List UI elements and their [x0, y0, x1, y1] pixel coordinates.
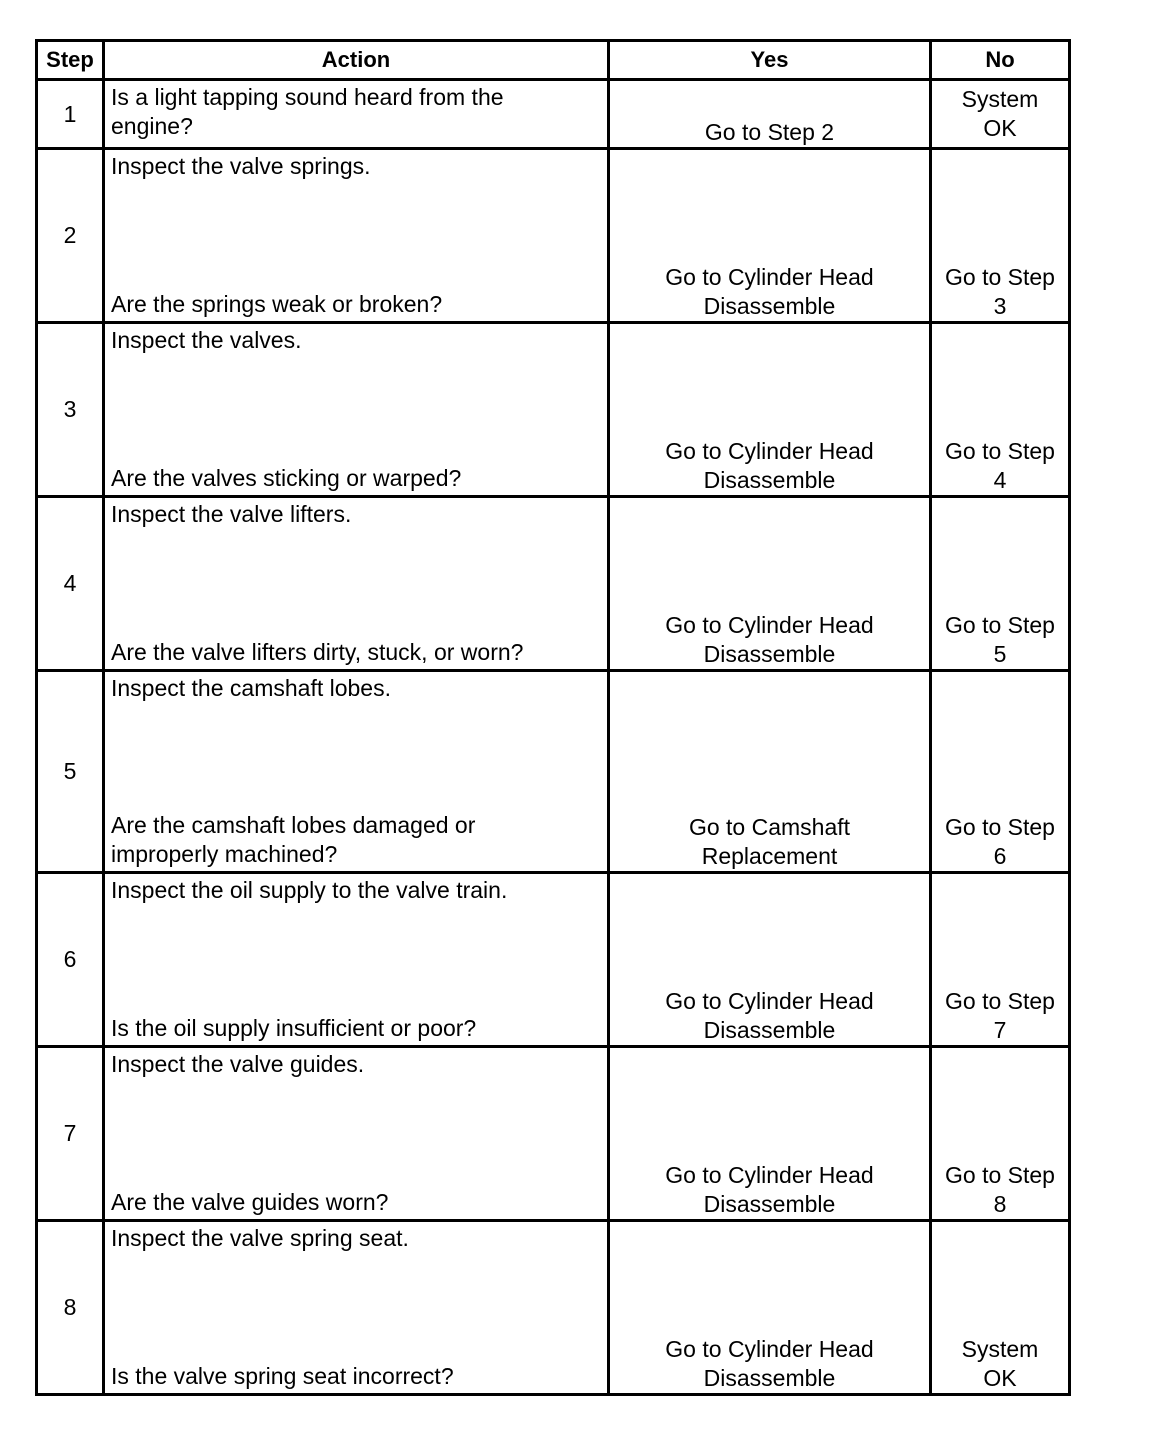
action-cell	[104, 497, 609, 671]
action-question: Is the valve spring seat incorrect?	[111, 1363, 454, 1389]
table-row	[37, 323, 1070, 497]
action-question: Are the valve guides worn?	[111, 1189, 389, 1215]
action-inspect: Inspect the valve guides.	[111, 1051, 365, 1077]
action-cell	[104, 80, 609, 149]
yes-cell	[609, 1221, 931, 1395]
yes-cell	[609, 1047, 931, 1221]
step-number: 8	[37, 1221, 104, 1395]
yes-text: Go to Cylinder Head Disassemble	[665, 1336, 874, 1391]
step-number: 7	[37, 1047, 104, 1221]
no-cell	[931, 323, 1070, 497]
no-text: Go to Step 8	[945, 1162, 1055, 1217]
no-cell	[931, 149, 1070, 323]
table-row	[37, 149, 1070, 323]
yes-cell	[609, 80, 931, 149]
header-no: No	[931, 41, 1070, 80]
action-question: Is a light tapping sound heard from the engine?	[111, 84, 504, 139]
action-cell	[104, 671, 609, 873]
step-number: 2	[37, 149, 104, 323]
action-question: Are the valve lifters dirty, stuck, or worn?	[111, 639, 524, 665]
yes-text: Go to Cylinder Head Disassemble	[665, 612, 874, 667]
no-cell	[931, 497, 1070, 671]
step-number: 3	[37, 323, 104, 497]
action-inspect: Inspect the valve spring seat.	[111, 1225, 409, 1251]
action-cell	[104, 873, 609, 1047]
yes-text: Go to Cylinder Head Disassemble	[665, 988, 874, 1043]
yes-cell	[609, 671, 931, 873]
no-cell	[931, 1221, 1070, 1395]
header-yes: Yes	[609, 41, 931, 80]
yes-text: Go to Cylinder Head Disassemble	[665, 264, 874, 319]
step-number: 1	[37, 80, 104, 149]
no-text: Go to Step 6	[945, 814, 1055, 869]
action-question: Are the springs weak or broken?	[111, 291, 443, 317]
table-row	[37, 497, 1070, 671]
header-step: Step	[37, 41, 104, 80]
action-question: Are the camshaft lobes damaged or improperly machined?	[111, 812, 476, 867]
table-row	[37, 671, 1070, 873]
step-number: 4	[37, 497, 104, 671]
no-text: System OK	[961, 86, 1039, 141]
step-number: 6	[37, 873, 104, 1047]
header-action: Action	[104, 41, 609, 80]
header-row	[37, 41, 1070, 80]
yes-text: Go to Cylinder Head Disassemble	[665, 438, 874, 493]
no-cell	[931, 80, 1070, 149]
action-cell	[104, 1221, 609, 1395]
table-row	[37, 1047, 1070, 1221]
table-row	[37, 873, 1070, 1047]
action-inspect: Inspect the valve springs.	[111, 153, 371, 179]
action-inspect: Inspect the valve lifters.	[111, 501, 352, 527]
yes-cell	[609, 323, 931, 497]
yes-cell	[609, 873, 931, 1047]
table-row	[37, 1221, 1070, 1395]
table-row	[37, 80, 1070, 149]
action-question: Is the oil supply insufficient or poor?	[111, 1015, 477, 1041]
step-number: 5	[37, 671, 104, 873]
no-cell	[931, 873, 1070, 1047]
no-text: Go to Step 3	[945, 264, 1055, 319]
no-cell	[931, 671, 1070, 873]
yes-text: Go to Camshaft Replacement	[688, 814, 851, 869]
action-inspect: Inspect the camshaft lobes.	[111, 675, 391, 701]
action-inspect: Inspect the valves.	[111, 327, 302, 353]
action-inspect: Inspect the oil supply to the valve train.	[111, 877, 508, 903]
yes-cell	[609, 149, 931, 323]
no-text: Go to Step 5	[945, 612, 1055, 667]
action-question: Are the valves sticking or warped?	[111, 465, 462, 491]
action-cell	[104, 323, 609, 497]
no-text: System OK	[961, 1336, 1039, 1391]
diagnostic-table	[35, 39, 1071, 1396]
no-text: Go to Step 4	[945, 438, 1055, 493]
yes-text: Go to Cylinder Head Disassemble	[665, 1162, 874, 1217]
yes-text: Go to Step 2	[704, 119, 835, 145]
action-cell	[104, 149, 609, 323]
action-cell	[104, 1047, 609, 1221]
yes-cell	[609, 497, 931, 671]
no-text: Go to Step 7	[945, 988, 1055, 1043]
no-cell	[931, 1047, 1070, 1221]
